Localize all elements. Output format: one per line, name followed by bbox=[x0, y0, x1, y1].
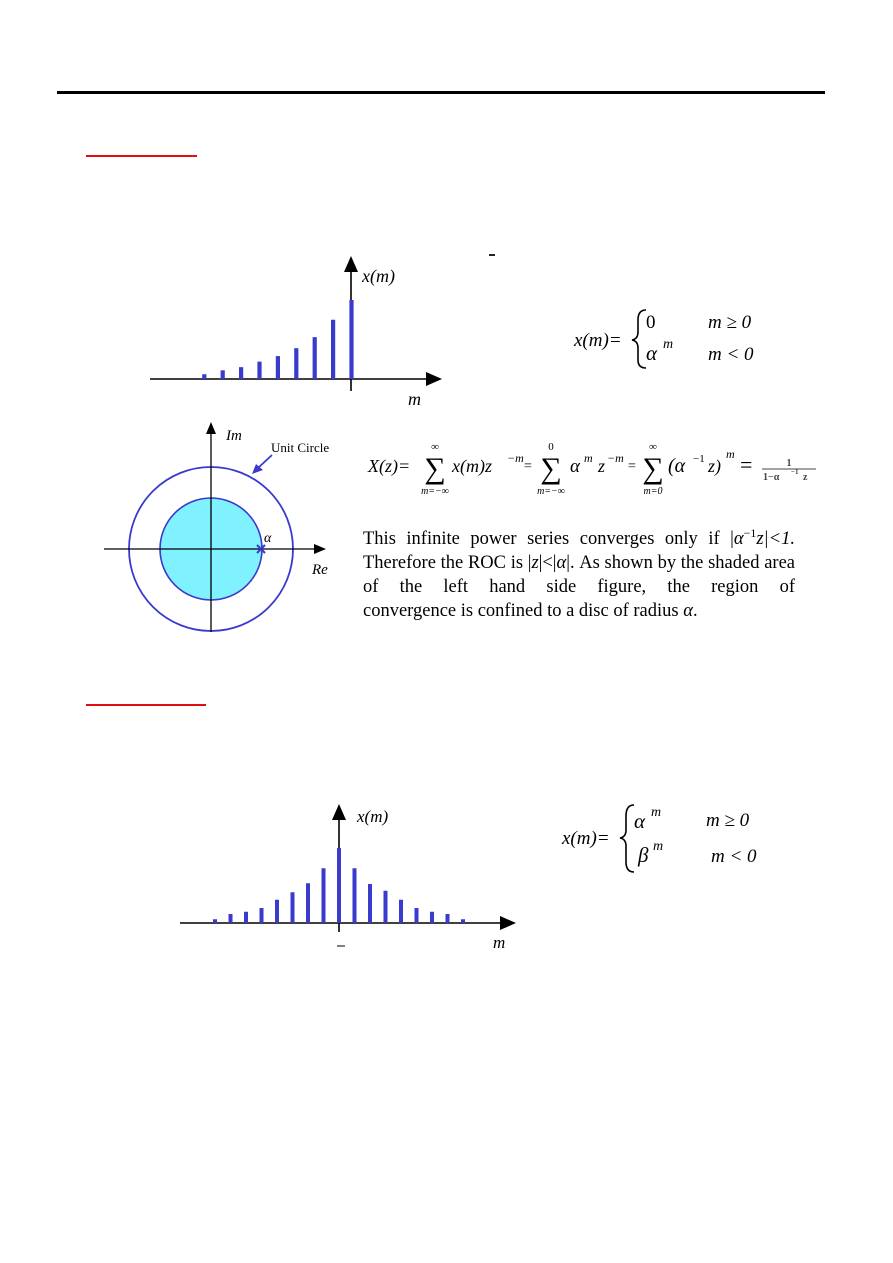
example1-z-transform-equation bbox=[366, 440, 826, 500]
stem-m6 bbox=[430, 912, 434, 923]
xlabel: m bbox=[408, 389, 421, 409]
ylabel: x(m) bbox=[357, 807, 389, 826]
stem-series bbox=[202, 300, 353, 379]
case1-condition: m ≥ 0 bbox=[708, 312, 752, 333]
y-axis-arrow-icon bbox=[332, 804, 346, 820]
stem-m-6 bbox=[244, 912, 248, 923]
stray-mark bbox=[489, 254, 495, 256]
stem-m-4 bbox=[276, 356, 280, 379]
case2-condition: m < 0 bbox=[708, 344, 754, 365]
example2-heading-underline bbox=[86, 704, 206, 706]
stem-m4 bbox=[399, 900, 403, 923]
case2-exponent: m bbox=[653, 839, 664, 854]
im-axis-arrow-icon bbox=[206, 422, 216, 434]
example1-z-plane bbox=[100, 418, 340, 640]
stem-m-8 bbox=[213, 919, 217, 923]
term3-exp: m bbox=[726, 447, 735, 461]
stem-m7 bbox=[446, 914, 450, 923]
unit-circle-label: Unit Circle bbox=[271, 440, 330, 455]
example1-heading-underline bbox=[86, 155, 197, 157]
case1-exponent: m bbox=[651, 805, 662, 820]
stem-m-4 bbox=[275, 900, 279, 923]
example1-stem-plot bbox=[140, 250, 460, 412]
stem-m-1 bbox=[331, 320, 335, 379]
term1-exp: −m bbox=[507, 451, 524, 465]
case2-base: α bbox=[646, 341, 658, 365]
result-numerator: 1 bbox=[786, 458, 792, 469]
example2-stem-plot bbox=[170, 800, 530, 955]
paragraph-line-1: This infinite power series converges only if $|\alpha^{-1}z|<1$. bbox=[363, 526, 795, 550]
term2-base: α bbox=[570, 456, 580, 477]
stem-m-5 bbox=[260, 908, 264, 923]
stem-m-6 bbox=[239, 367, 243, 379]
eq-sign-1: = bbox=[524, 459, 532, 474]
x-axis-arrow-icon bbox=[500, 916, 516, 930]
stem-m0 bbox=[337, 848, 341, 923]
stem-m-1 bbox=[322, 868, 326, 923]
sum1-lower: m=−∞ bbox=[421, 486, 449, 497]
re-axis-arrow-icon bbox=[314, 544, 326, 554]
result-denominator-z: z bbox=[803, 472, 808, 483]
case2-base: β bbox=[638, 843, 649, 867]
stem-m-3 bbox=[291, 892, 295, 923]
sum2-lower: m=−∞ bbox=[537, 486, 565, 497]
stem-m-2 bbox=[313, 337, 317, 379]
example1-definition bbox=[570, 302, 780, 372]
sum3-sigma: ∑ bbox=[642, 452, 664, 485]
stem-m-3 bbox=[294, 348, 298, 379]
stem-m2 bbox=[368, 884, 372, 923]
sum2-sigma: ∑ bbox=[540, 452, 562, 485]
case1-base: α bbox=[634, 809, 646, 833]
term2-exp: m bbox=[584, 451, 593, 465]
sum3-lower: m=0 bbox=[643, 486, 663, 497]
eq-lhs: X(z)= bbox=[368, 456, 411, 476]
paragraph-line-3: area of the left hand side figure, the region of bbox=[363, 553, 795, 598]
case2-condition: m < 0 bbox=[711, 846, 757, 867]
stem-m-8 bbox=[202, 374, 206, 379]
term2-zexp: −m bbox=[607, 451, 624, 465]
definition-lhs: x(m)= bbox=[562, 828, 610, 849]
definition-lhs: x(m)= bbox=[574, 330, 622, 351]
re-label: Re bbox=[312, 562, 328, 578]
term3: (α bbox=[668, 455, 686, 477]
term3-inner-exp: −1 bbox=[693, 453, 705, 465]
result-denominator-exp: −1 bbox=[791, 468, 799, 476]
stem-m8 bbox=[461, 919, 465, 923]
paragraph-line-2: Therefore the ROC is |z|<|α|. As shown by the shaded bbox=[363, 553, 760, 574]
paragraph-line-4: convergence is confined to a disc of radius α. bbox=[363, 601, 698, 622]
stem-series bbox=[213, 848, 465, 923]
example2-definition bbox=[560, 800, 780, 878]
stem-m-5 bbox=[257, 362, 261, 379]
result-denominator: 1−α bbox=[763, 472, 780, 483]
pole-label: α bbox=[264, 531, 272, 546]
term1: x(m)z bbox=[452, 456, 492, 476]
stem-m5 bbox=[415, 908, 419, 923]
stem-m-7 bbox=[221, 370, 225, 379]
stem-m0 bbox=[349, 300, 353, 379]
stem-m3 bbox=[384, 891, 388, 923]
case2-exponent: m bbox=[663, 337, 674, 352]
sum3-upper: ∞ bbox=[649, 441, 657, 453]
im-label: Im bbox=[226, 428, 242, 444]
sum1-sigma: ∑ bbox=[424, 452, 446, 485]
page-header-rule bbox=[57, 91, 825, 94]
curly-brace bbox=[620, 805, 634, 872]
stem-m-7 bbox=[229, 914, 233, 923]
y-axis-arrow-icon bbox=[344, 256, 358, 272]
stem-m1 bbox=[353, 868, 357, 923]
sum2-upper: 0 bbox=[548, 441, 554, 453]
case1-condition: m ≥ 0 bbox=[706, 810, 750, 831]
x-axis-arrow-icon bbox=[426, 372, 442, 386]
unit-circle-pointer bbox=[258, 455, 272, 468]
ylabel: x(m) bbox=[362, 266, 395, 286]
xlabel: m bbox=[493, 933, 506, 952]
eq-sign-3: = bbox=[740, 452, 753, 477]
sum1-upper: ∞ bbox=[431, 441, 439, 453]
roc-explanation-paragraph bbox=[363, 521, 795, 623]
case1-value: 0 bbox=[646, 312, 656, 333]
term3-z: z) bbox=[708, 456, 721, 476]
stem-m-2 bbox=[306, 883, 310, 923]
eq-sign-2: = bbox=[628, 459, 636, 474]
curly-brace bbox=[632, 310, 646, 368]
term2-z: z bbox=[598, 456, 606, 476]
